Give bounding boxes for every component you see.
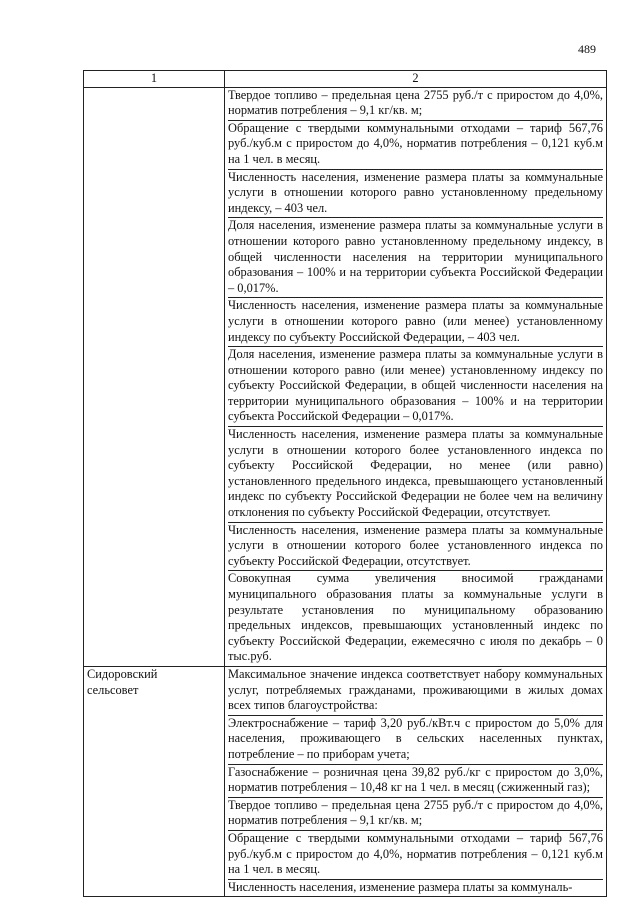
paragraph: Твердое топливо – предельная цена 2755 руб./т с приростом до 4,0%, норматив потребления – 9,1 кг/кв. м; xyxy=(228,798,603,831)
paragraph: Численность населения, изменение размера платы за коммунальные услуги в отношении которого равно (или менее) установленному индексу по субъекту Российской Федерации, – 403 чел. xyxy=(228,298,603,347)
column-header-1: 1 xyxy=(84,71,225,88)
table-row xyxy=(84,666,607,896)
paragraph: Обращение с твердыми коммунальными отходами – тариф 567,76 руб./куб.м с приростом до 4,0%, норматив потребления – 0,121 куб.м на 1 чел. в месяц. xyxy=(228,831,603,880)
paragraph: Численность населения, изменение размера платы за коммунальные услуги в отношении которого равно установленному предельному индексу, – 403 чел. xyxy=(228,170,603,219)
region-name-line: сельсовет xyxy=(87,682,139,697)
paragraph: Численность населения, изменение размера платы за коммуналь- xyxy=(228,879,573,894)
document-table xyxy=(83,70,607,897)
paragraph: Обращение с твердыми коммунальными отходами – тариф 567,76 руб./куб.м с приростом до 4,0%, норматив потребления – 0,121 куб.м на 1 чел. в месяц. xyxy=(228,121,603,170)
paragraph: Доля населения, изменение размера платы за коммунальные услуги в отношении которого равно установленному предельному индексу, в общей численности населения на территории муниципального образования – 100% и на территории субъекта Российской Федерации – 0,017%. xyxy=(228,218,603,298)
paragraph: Газоснабжение – розничная цена 39,82 руб./кг с приростом до 3,0%, норматив потребления – 10,48 кг на 1 чел. в месяц (сжиженный газ); xyxy=(228,765,603,798)
paragraph: Электроснабжение – тариф 3,20 руб./кВт.ч с приростом до 5,0% для населения, проживающего в сельских населенных пунктах, потребление – по приборам учета; xyxy=(228,716,603,765)
paragraph: Максимальное значение индекса соответствует набору коммунальных услуг, потребляемых гражданами, проживающими в жилых домах всех типов благоустройства: xyxy=(228,667,603,716)
region-name-line: Сидоровский xyxy=(87,666,158,681)
table-row xyxy=(84,87,607,666)
text-cell xyxy=(225,87,607,666)
text-cell xyxy=(225,666,607,896)
column-header-2: 2 xyxy=(225,71,607,88)
paragraph: Твердое топливо – предельная цена 2755 руб./т с приростом до 4,0%, норматив потребления – 9,1 кг/кв. м; xyxy=(228,88,603,121)
paragraph: Численность населения, изменение размера платы за коммунальные услуги в отношении которого более установленного индекса по субъекту Российской Федерации, отсутствует. xyxy=(228,523,603,572)
table-header-row xyxy=(84,71,607,88)
region-cell xyxy=(84,87,225,666)
paragraph: Численность населения, изменение размера платы за коммунальные услуги в отношении которого более установленного индекса по субъекту Российской Федерации, но менее (или равно) установленного предельного индекса, превышающего установленный индекс по субъекту Российской Федерации не более чем на величину отклонения по субъекту Российской Федерации, отсутствует. xyxy=(228,427,603,523)
region-cell xyxy=(84,666,225,896)
paragraph: Доля населения, изменение размера платы за коммунальные услуги в отношении которого равно (или менее) установленному индексу по субъекту Российской Федерации, в общей численности населения на территории муниципального образования – 100% и на территории субъекта Российской Федерации – 0,017%. xyxy=(228,347,603,427)
page-number: 489 xyxy=(578,42,596,56)
paragraph: Совокупная сумма увеличения вносимой гражданами муниципального образования платы за коммунальные услуги в результате установления по муниципальному образованию предельных индексов, превышающих установленный индекс по субъекту Российской Федерации, ежемесячно с июля по декабрь – 0 тыс.руб. xyxy=(228,571,603,664)
